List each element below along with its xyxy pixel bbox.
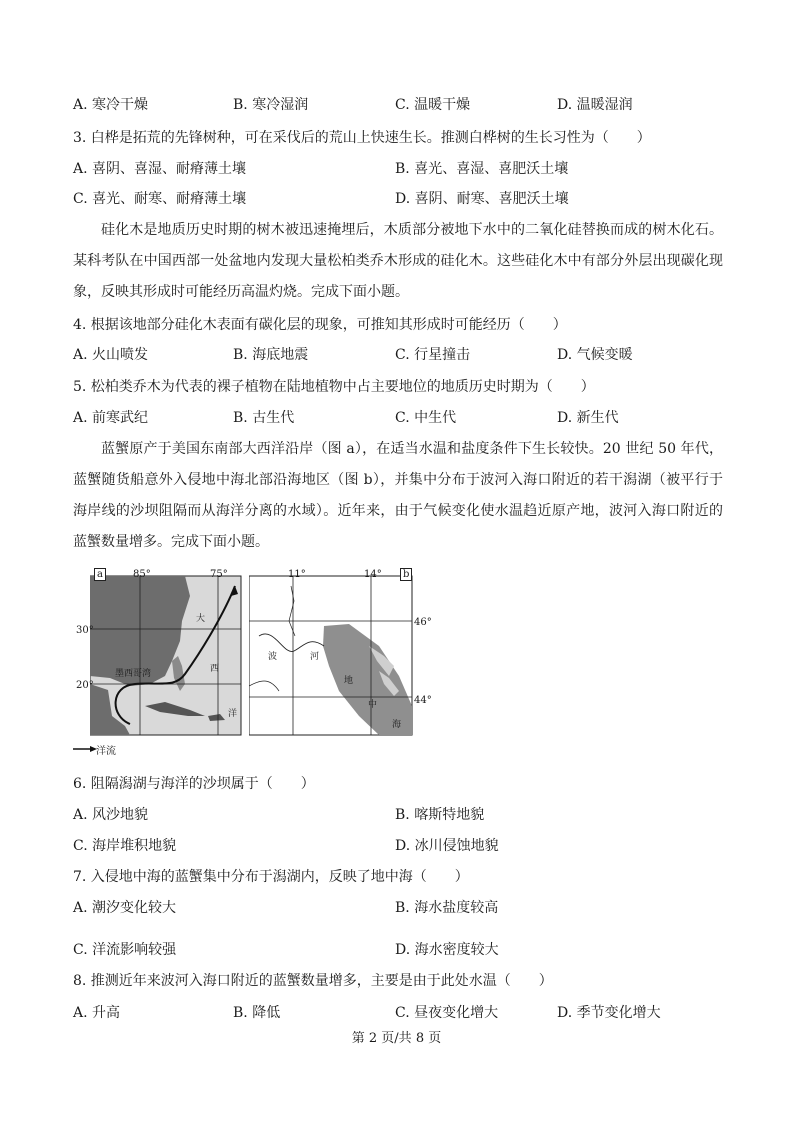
- q7-option-c: C. 洋流影响较强: [73, 942, 177, 958]
- q5-option-b: B. 古生代: [233, 410, 295, 426]
- q7-option-d: D. 海水密度较大: [395, 942, 499, 958]
- q4-option-d: D. 气候变暖: [557, 347, 633, 363]
- map-b-river-char-1: 波: [268, 652, 278, 662]
- q3-option-c: C. 喜光、耐寒、耐瘠薄土壤: [73, 191, 247, 207]
- map-b-lon-14: 14°: [364, 569, 382, 580]
- q5-option-c: C. 中生代: [395, 410, 457, 426]
- q6-stem: 6. 阻隔潟湖与海洋的沙坝属于（ ）: [73, 776, 315, 792]
- q2-option-b: B. 寒冷湿润: [233, 97, 309, 113]
- q3-option-a: A. 喜阴、喜湿、耐瘠薄土壤: [73, 161, 247, 177]
- page-footer: 第 2 页/共 8 页: [351, 1031, 442, 1046]
- map-b-sea-char-1: 地: [344, 676, 354, 686]
- q3-option-d: D. 喜阴、耐寒、喜肥沃土壤: [395, 191, 569, 207]
- q6-option-c: C. 海岸堆积地貌: [73, 838, 177, 854]
- q2-option-a: A. 寒冷干燥: [73, 97, 149, 113]
- q5-option-d: D. 新生代: [557, 410, 619, 426]
- current-arrow-icon: [73, 744, 97, 754]
- map-a-lat-30: 30°: [76, 625, 94, 636]
- q3-option-b: B. 喜光、喜湿、喜肥沃土壤: [395, 161, 569, 177]
- map-a-ocean-char-1: 大: [196, 614, 206, 624]
- q8-option-d: D. 季节变化增大: [557, 1005, 661, 1021]
- map-a-ocean-char-3: 洋: [228, 709, 238, 719]
- map-a-label: a: [94, 568, 106, 581]
- map-b-lon-11: 11°: [288, 569, 306, 580]
- q7-stem: 7. 入侵地中海的蓝蟹集中分布于潟湖内，反映了地中海（ ）: [73, 869, 469, 885]
- q4-option-c: C. 行星撞击: [395, 347, 471, 363]
- q4-option-b: B. 海底地震: [233, 347, 309, 363]
- map-b-river-char-2: 河: [310, 652, 320, 662]
- q3-stem: 3. 白桦是拓荒的先锋树种，可在采伐后的荒山上快速生长。推测白桦树的生长习性为（ ）: [73, 130, 651, 146]
- map-a-lon-85: 85°: [133, 569, 151, 580]
- map-b-sea-char-2: 中: [368, 700, 378, 710]
- passage-blue-crab: 蓝蟹原产于美国东南部大西洋沿岸（图 a），在适当水温和盐度条件下生长较快。20 世纪 50 年代，蓝蟹随货船意外入侵地中海北部沿海地区（图 b），并集中分布于波河入海口附近的若干潟湖（被平行于海岸线的沙坝阻隔而从海洋分离的水域）。近年来，由于气候变化使水温趋近原产地，波河入海口附近的蓝蟹数量增多。完成下面小题。: [73, 441, 723, 550]
- map-b-label: b: [400, 568, 412, 581]
- q8-stem: 8. 推测近年来波河入海口附近的蓝蟹数量增多，主要是由于此处水温（ ）: [73, 973, 553, 989]
- map-b-lat-44: 44°: [414, 695, 432, 706]
- map-a-ocean-char-2: 西: [210, 664, 220, 674]
- map-a-gulf-of-mexico: [90, 566, 242, 736]
- q6-option-d: D. 冰川侵蚀地貌: [395, 838, 499, 854]
- passage-petrified-wood: 硅化木是地质历史时期的树木被迅速掩埋后，木质部分被地下水中的二氧化硅替换而成的树木化石。某科考队在中国西部一处盆地内发现大量松柏类乔木形成的硅化木。这些硅化木中有部分外层出现碳化现象，反映其形成时可能经历高温灼烧。完成下面小题。: [73, 222, 723, 300]
- q8-option-b: B. 降低: [233, 1005, 281, 1021]
- q8-option-c: C. 昼夜变化增大: [395, 1005, 499, 1021]
- q4-stem: 4. 根据该地部分硅化木表面有碳化层的现象，可推知其形成时可能经历（ ）: [73, 317, 567, 333]
- q4-option-a: A. 火山喷发: [73, 347, 149, 363]
- map-b-lat-46: 46°: [414, 617, 432, 628]
- map-a-lat-20: 20°: [76, 680, 94, 691]
- q2-option-c: C. 温暖干燥: [395, 97, 471, 113]
- map-a-gulf-label: 墨西哥湾: [115, 669, 152, 679]
- q5-stem: 5. 松柏类乔木为代表的裸子植物在陆地植物中占主要地位的地质历史时期为（ ）: [73, 379, 595, 395]
- q2-option-d: D. 温暖湿润: [557, 97, 633, 113]
- q6-option-a: A. 风沙地貌: [73, 807, 149, 823]
- q8-option-a: A. 升高: [73, 1005, 121, 1021]
- map-b-sea-char-3: 海: [392, 720, 402, 730]
- q5-option-a: A. 前寒武纪: [73, 410, 149, 426]
- q7-option-b: B. 海水盐度较高: [395, 900, 499, 916]
- q6-option-b: B. 喀斯特地貌: [395, 807, 485, 823]
- q7-option-a: A. 潮汐变化较大: [73, 900, 177, 916]
- map-a-lon-75: 75°: [210, 569, 228, 580]
- legend-current-label: 洋流: [96, 746, 116, 757]
